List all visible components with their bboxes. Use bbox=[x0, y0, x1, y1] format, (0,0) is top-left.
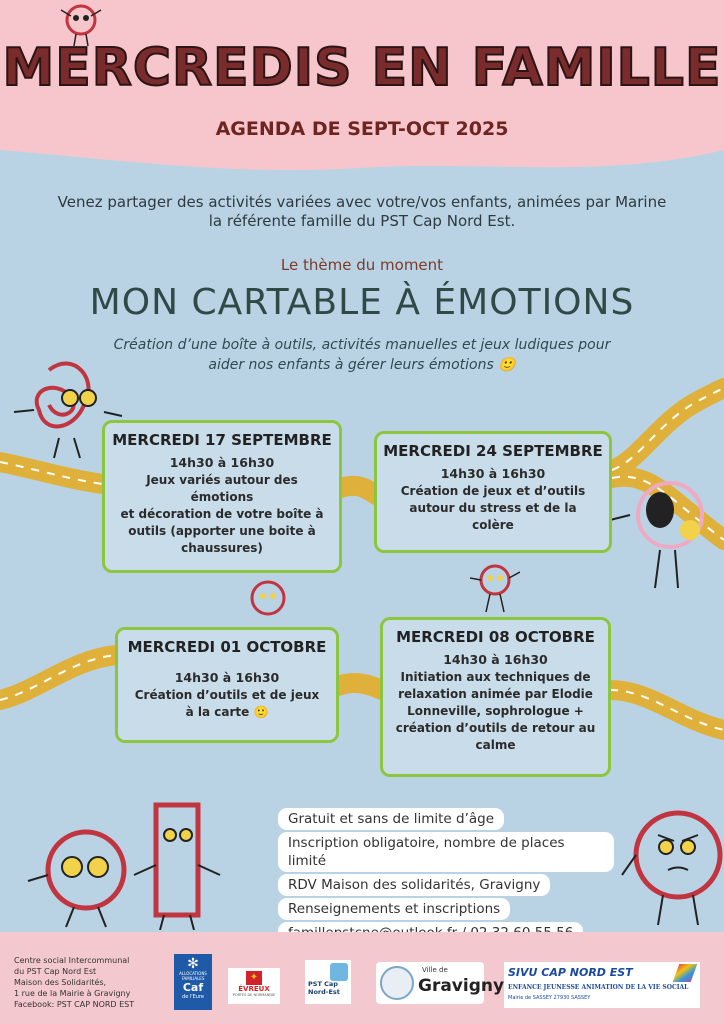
caf-snowflake-icon: ✻ bbox=[187, 956, 199, 972]
gravigny-logo-text: Gravigny bbox=[418, 976, 505, 996]
scribble-characters-bottom-left bbox=[14, 795, 254, 930]
caf-logo-main: Caf bbox=[182, 981, 204, 994]
session-card-2 bbox=[374, 431, 612, 553]
evreux-crest-icon: ✦ bbox=[246, 971, 262, 985]
pst-logo bbox=[305, 960, 351, 1004]
info-contact-heading: Renseignements et inscriptions bbox=[278, 898, 510, 920]
sivu-logo-address: Mairie de SASSEY 27930 SASSEY bbox=[508, 995, 591, 1001]
session-card-1 bbox=[102, 420, 342, 573]
footer-line: Maison des Solidarités, bbox=[14, 978, 107, 987]
desc-line: et décoration de votre boîte à bbox=[120, 507, 324, 521]
desc-line: Création d’outils et de jeux bbox=[134, 688, 320, 702]
desc-line: chaussures) bbox=[181, 541, 263, 555]
session-time: 14h30 à 16h30 bbox=[443, 652, 548, 667]
gravigny-logo bbox=[376, 962, 505, 1004]
info-box bbox=[278, 808, 614, 946]
desc-line: relaxation animée par Elodie bbox=[398, 687, 593, 701]
desc-line: création d’outils de retour au bbox=[395, 721, 596, 735]
sivu-logo-mark-icon bbox=[673, 964, 698, 982]
gravigny-logo-top: Ville de bbox=[422, 966, 448, 974]
session-description bbox=[105, 472, 339, 557]
caf-logo bbox=[174, 954, 212, 1010]
footer-line: Facebook: PST CAP NORD EST bbox=[14, 1000, 135, 1009]
info-registration: Inscription obligatoire, nombre de places limité bbox=[278, 832, 614, 872]
footer-line: du PST Cap Nord Est bbox=[14, 967, 97, 976]
sivu-logo-title: SIVU CAP NORD EST bbox=[508, 966, 633, 979]
footer-line: Centre social Intercommunal bbox=[14, 956, 130, 965]
scribble-character-mid bbox=[470, 560, 520, 615]
sivu-logo-sub: ENFANCE JEUNESSE ANIMATION DE LA VIE SOCIAL bbox=[508, 984, 689, 991]
theme-title: MON CARTABLE À ÉMOTIONS bbox=[89, 282, 635, 323]
caf-logo-sub: de l'Eure bbox=[182, 994, 204, 1000]
theme-desc-line-1: Création d’une boîte à outils, activités manuelles et jeux ludiques pour bbox=[113, 337, 611, 353]
session-date: MERCREDI 01 OCTOBRE bbox=[127, 638, 327, 656]
gravigny-emblem-icon bbox=[380, 966, 414, 1000]
theme-label: Le thème du moment bbox=[280, 256, 444, 274]
session-card-3 bbox=[115, 627, 339, 743]
desc-line: à la carte 🙂 bbox=[185, 705, 269, 719]
desc-line: Initiation aux techniques de bbox=[400, 670, 591, 684]
pst-logo-mark-icon bbox=[330, 963, 348, 981]
evreux-logo-sub: PORTES DE NORMANDIE bbox=[232, 993, 276, 997]
session-date: MERCREDI 08 OCTOBRE bbox=[396, 628, 595, 646]
footer-address bbox=[14, 955, 134, 1010]
desc-line: Jeux variés autour des émotions bbox=[146, 473, 298, 504]
page-subtitle: AGENDA DE SEPT-OCT 2025 bbox=[215, 118, 509, 140]
session-description bbox=[377, 483, 609, 534]
intro-text bbox=[40, 193, 684, 231]
intro-line-1: Venez partager des activités variées avec votre/vos enfants, animées par Marine bbox=[57, 193, 667, 211]
info-meeting-place: RDV Maison des solidarités, Gravigny bbox=[278, 874, 550, 896]
footer-line: 1 rue de la Mairie à Gravigny bbox=[14, 989, 131, 998]
theme-description bbox=[90, 335, 634, 375]
session-date: MERCREDI 17 SEPTEMBRE bbox=[112, 431, 332, 449]
desc-line: outils (apporter une boite à bbox=[128, 524, 316, 538]
session-description bbox=[383, 669, 608, 754]
session-time: 14h30 à 16h30 bbox=[169, 455, 275, 470]
evreux-logo-text: ÉVREUX bbox=[238, 985, 270, 993]
session-card-4 bbox=[380, 617, 611, 777]
scribble-character-right bbox=[600, 470, 724, 590]
session-time: 14h30 à 16h30 bbox=[440, 466, 546, 481]
sivu-logo bbox=[504, 962, 700, 1008]
evreux-logo bbox=[228, 968, 280, 1004]
desc-line: autour du stress et de la bbox=[409, 501, 577, 515]
desc-line: colère bbox=[472, 518, 514, 532]
session-date: MERCREDI 24 SEPTEMBRE bbox=[383, 442, 603, 460]
caf-logo-top: ALLOCATIONS FAMILIALES bbox=[179, 971, 207, 981]
session-description bbox=[118, 687, 336, 721]
scribble-character-bottom-right bbox=[618, 795, 724, 930]
scribble-character-small bbox=[246, 576, 290, 620]
desc-line: Création de jeux et d’outils bbox=[400, 484, 586, 498]
intro-line-2: la référente famille du PST Cap Nord Est. bbox=[208, 212, 516, 230]
pst-logo-text: PST Cap Nord-Est bbox=[308, 980, 340, 996]
desc-line: calme bbox=[475, 738, 516, 752]
info-free: Gratuit et sans de limite d’âge bbox=[278, 808, 504, 830]
page-title: MERCREDIS EN FAMILLE bbox=[2, 38, 722, 98]
theme-desc-line-2: aider nos enfants à gérer leurs émotions 🙂 bbox=[208, 357, 516, 373]
session-time: 14h30 à 16h30 bbox=[174, 670, 280, 685]
desc-line: Lonneville, sophrologue + bbox=[407, 704, 584, 718]
